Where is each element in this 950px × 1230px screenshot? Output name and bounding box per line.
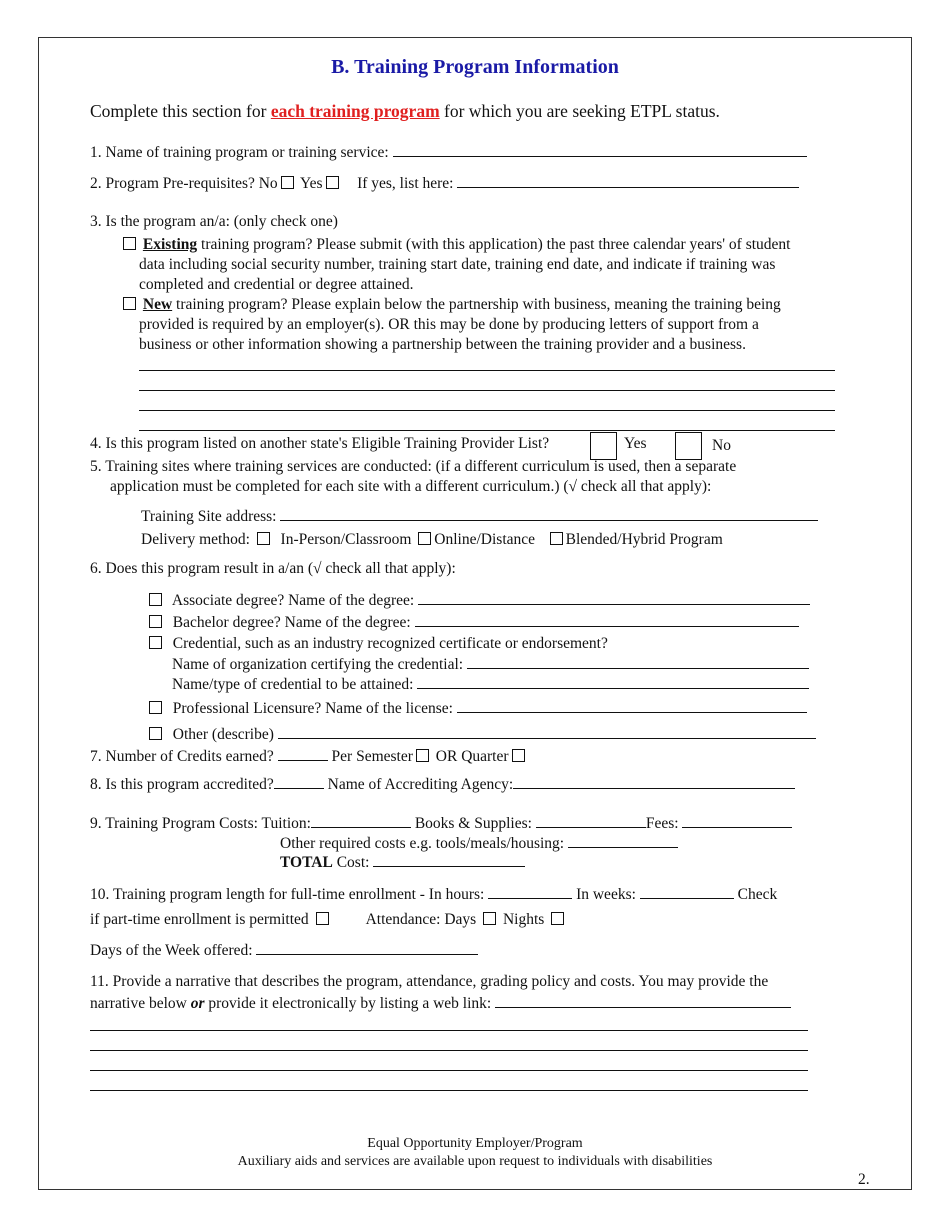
other-costs-field[interactable] [568, 833, 678, 848]
other-label: Other (describe) [172, 726, 274, 743]
bach-row [146, 612, 799, 633]
quarter-checkbox[interactable] [512, 749, 525, 762]
check-label: Check [737, 886, 778, 903]
online-checkbox[interactable] [418, 532, 431, 545]
intro-before: Complete this section for [90, 101, 271, 121]
q3-existing-row [120, 235, 790, 255]
narrative-line[interactable] [90, 1050, 808, 1051]
days-week-field[interactable] [256, 940, 478, 955]
q7-row [90, 746, 528, 767]
footer-line2: Auxiliary aids and services are available upon request to individuals with disabilities [237, 1154, 713, 1169]
q2-row [90, 173, 799, 194]
existing-line1: training program? Please submit (with this application) the past three calendar years' of student [197, 236, 791, 253]
q1-label: 1. Name of training program or training service: [90, 144, 389, 161]
q2-yes-label: Yes [300, 175, 323, 192]
blended-checkbox[interactable] [550, 532, 563, 545]
narrative-line[interactable] [90, 1090, 808, 1091]
existing-program-checkbox[interactable] [123, 237, 136, 250]
per-semester-label: Per Semester [331, 748, 413, 765]
prereq-no-checkbox[interactable] [281, 176, 294, 189]
intro-text [90, 101, 720, 121]
associate-label: Associate degree? Name of the degree: [171, 592, 415, 609]
q8-row [90, 774, 795, 795]
q4-label: 4. Is this program listed on another state's Eligible Training Provider List? [90, 435, 550, 452]
tuition-field[interactable] [311, 813, 411, 828]
partnership-line[interactable] [139, 410, 835, 411]
delivery-row [141, 530, 723, 550]
cred-type-label: Name/type of credential to be attained: [172, 676, 414, 693]
new-line2: provided is required by an employer(s). OR this may be done by producing letters of support from a [139, 316, 759, 333]
agency-field[interactable] [513, 774, 795, 789]
q1-row [90, 142, 807, 163]
tuition-label: 9. Training Program Costs: Tuition: [90, 815, 311, 832]
partnership-line[interactable] [139, 430, 835, 431]
q7-label: 7. Number of Credits earned? [90, 748, 274, 765]
assoc-row [146, 590, 810, 611]
q11-line1: 11. Provide a narrative that describes the program, attendance, grading policy and costs. You may provide the [90, 973, 769, 990]
q3-new-row [120, 295, 781, 315]
licensure-checkbox[interactable] [149, 701, 162, 714]
new-line1: training program? Please explain below the partnership with business, meaning the training being [172, 296, 781, 313]
cred-org-label: Name of organization certifying the credential: [172, 656, 464, 673]
partnership-line[interactable] [139, 390, 835, 391]
other-field[interactable] [278, 724, 816, 739]
q3-label: 3. Is the program an/a: (only check one) [90, 213, 338, 230]
site-address-field[interactable] [280, 506, 818, 521]
part-time-checkbox[interactable] [316, 912, 329, 925]
nights-checkbox[interactable] [551, 912, 564, 925]
credential-checkbox[interactable] [149, 636, 162, 649]
q8-label: 8. Is this program accredited? [90, 776, 274, 793]
per-semester-checkbox[interactable] [416, 749, 429, 762]
new-line3: business or other information showing a partnership between the training provider and a business. [139, 336, 746, 353]
credential-label: Credential, such as an industry recognized certificate or endorsement? [172, 635, 608, 652]
q5-line1: 5. Training sites where training services are conducted: (if a different curriculum is used, then a separate [90, 458, 737, 475]
q2-label: 2. Program Pre-requisites? No [90, 175, 278, 192]
bachelor-checkbox[interactable] [149, 615, 162, 628]
narrative-line[interactable] [90, 1030, 808, 1031]
nights-label: Nights [502, 911, 545, 928]
license-field[interactable] [457, 698, 807, 713]
intro-emphasis: each training program [270, 101, 440, 121]
books-field[interactable] [536, 813, 646, 828]
q10-part-row [90, 910, 567, 930]
cred-org-row [172, 654, 809, 675]
agency-label: Name of Accrediting Agency: [327, 776, 514, 793]
q11-or: or [190, 995, 205, 1012]
blended-label: Blended/Hybrid Program [565, 531, 723, 548]
days-checkbox[interactable] [483, 912, 496, 925]
fees-field[interactable] [682, 813, 792, 828]
footer-line1: Equal Opportunity Employer/Program [367, 1136, 583, 1151]
q5-site-row [141, 506, 818, 527]
new-program-checkbox[interactable] [123, 297, 136, 310]
associate-degree-field[interactable] [418, 590, 810, 605]
cred-type-field[interactable] [417, 674, 809, 689]
prereq-list-field[interactable] [457, 173, 799, 188]
weeks-field[interactable] [640, 884, 734, 899]
credits-field[interactable] [278, 746, 328, 761]
prereq-yes-checkbox[interactable] [326, 176, 339, 189]
q10-row [90, 884, 777, 905]
q9-total-row [280, 852, 525, 873]
hours-label: 10. Training program length for full-time enrollment - In hours: [90, 886, 485, 903]
lic-row [146, 698, 807, 719]
total-label: Cost: [332, 854, 370, 871]
days-label: Attendance: Days [365, 911, 477, 928]
fees-label: Fees: [645, 815, 679, 832]
bachelor-label: Bachelor degree? Name of the degree: [172, 614, 411, 631]
bachelor-degree-field[interactable] [415, 612, 799, 627]
q4-no-label: No [712, 437, 731, 454]
total-field[interactable] [373, 852, 525, 867]
hours-field[interactable] [488, 884, 572, 899]
q4-yes-checkbox[interactable] [590, 432, 617, 460]
associate-checkbox[interactable] [149, 593, 162, 606]
intro-after: for which you are seeking ETPL status. [439, 101, 720, 121]
page-number: 2. [858, 1171, 870, 1188]
part-time-label: if part-time enrollment is permitted [90, 911, 309, 928]
weeks-label: In weeks: [576, 886, 636, 903]
other-costs-label: Other required costs e.g. tools/meals/housing: [280, 835, 565, 852]
cred-row [146, 634, 608, 654]
days-week-label: Days of the Week offered: [90, 942, 253, 959]
q9-row [90, 813, 792, 834]
site-address-label: Training Site address: [141, 508, 277, 525]
delivery-label: Delivery method: [141, 531, 250, 548]
q11-line2b: provide it electronically by listing a web link: [204, 995, 492, 1012]
existing-line3: completed and credential or degree attained. [139, 276, 414, 293]
q11-line2a: narrative below [90, 995, 191, 1012]
licensure-label: Professional Licensure? Name of the license: [172, 700, 453, 717]
existing-line2: data including social security number, training start date, training end date, and indicate if training was [139, 256, 776, 273]
existing-title: Existing [142, 236, 198, 253]
quarter-label: OR Quarter [435, 748, 509, 765]
in-person-label: In-Person/Classroom [280, 531, 412, 548]
books-label: Books & Supplies: [414, 815, 532, 832]
q5-line2: application must be completed for each site with a different curriculum.) (√ check all that apply): [110, 478, 712, 495]
other-row [146, 724, 816, 745]
days-week-row [90, 940, 478, 961]
q4-no-checkbox[interactable] [675, 432, 702, 460]
web-link-field[interactable] [495, 993, 791, 1008]
online-label: Online/Distance [434, 531, 536, 548]
q11-line2 [90, 993, 791, 1014]
cred-org-field[interactable] [467, 654, 809, 669]
total-bold: TOTAL [280, 854, 333, 871]
q2-if-yes-label: If yes, list here: [357, 175, 454, 192]
q9-other-row [280, 833, 678, 854]
q4-yes-label: Yes [624, 435, 647, 452]
other-checkbox[interactable] [149, 727, 162, 740]
new-title: New [142, 296, 173, 313]
in-person-checkbox[interactable] [257, 532, 270, 545]
section-title: B. Training Program Information [331, 56, 619, 78]
narrative-line[interactable] [90, 1070, 808, 1071]
partnership-line[interactable] [139, 370, 835, 371]
q6-label: 6. Does this program result in a/an (√ check all that apply): [90, 560, 456, 577]
cred-type-row [172, 674, 809, 695]
accredited-field[interactable] [274, 774, 324, 789]
program-name-field[interactable] [393, 142, 807, 157]
